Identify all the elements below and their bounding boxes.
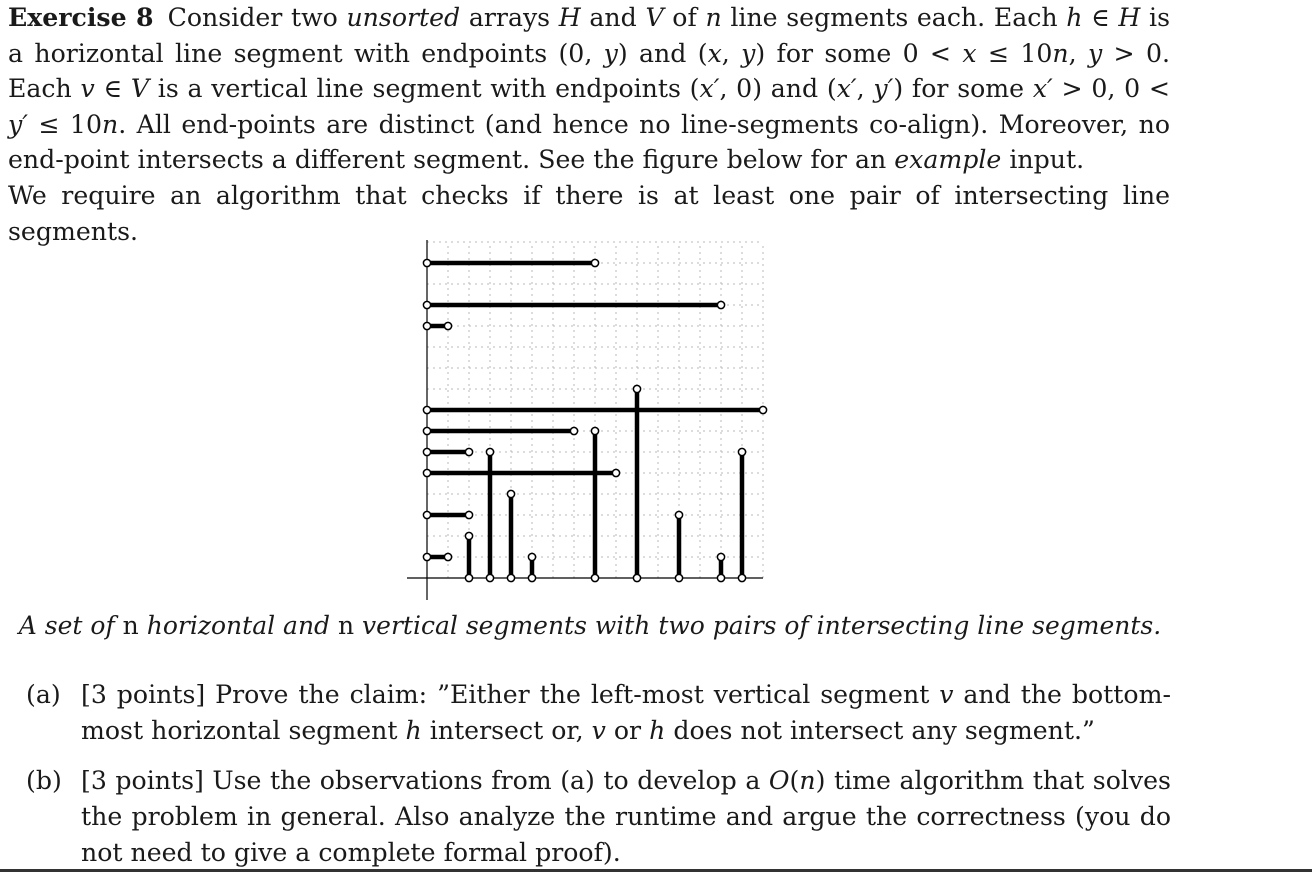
segment-endpoint bbox=[423, 259, 430, 266]
segment-endpoint bbox=[444, 553, 451, 560]
math-symbol: n bbox=[122, 611, 139, 640]
segment-endpoint bbox=[738, 448, 745, 455]
math-symbol: h bbox=[405, 716, 422, 745]
segment-endpoint bbox=[675, 574, 682, 581]
segment-endpoint bbox=[423, 469, 430, 476]
segment-endpoint bbox=[528, 574, 535, 581]
segment-endpoint bbox=[507, 574, 514, 581]
segment-endpoint bbox=[423, 553, 430, 560]
math-symbol: O bbox=[768, 766, 790, 795]
math-symbol: H bbox=[1118, 3, 1141, 32]
segment-endpoint bbox=[633, 574, 640, 581]
part-a-label: (a) bbox=[26, 680, 61, 709]
part-b-text: Use the observations from (a) to develop a O(n) time algorithm that solves the problem in general. Also analyze the runtime and argue the correctness (you do not need to give a complete formal proof). bbox=[81, 766, 1171, 867]
segment-endpoint bbox=[633, 385, 640, 392]
math-symbol: n bbox=[799, 766, 816, 795]
math-symbol: h bbox=[649, 716, 666, 745]
segment-endpoint bbox=[423, 448, 430, 455]
math-symbol: n bbox=[101, 109, 119, 139]
part-a bbox=[26, 677, 1171, 749]
segment-endpoint bbox=[612, 469, 619, 476]
math-symbol: x bbox=[707, 38, 722, 68]
math-symbol: x bbox=[962, 38, 977, 68]
math-symbol: V bbox=[645, 3, 664, 32]
segment-endpoint bbox=[444, 322, 451, 329]
math-symbol: unsorted bbox=[346, 3, 461, 32]
math-symbol: y′ bbox=[873, 74, 894, 104]
segment-endpoint bbox=[591, 259, 598, 266]
segment-endpoint bbox=[486, 574, 493, 581]
figure-caption: A set of n horizontal and n vertical segments with two pairs of intersecting line segments. bbox=[18, 611, 1162, 640]
part-a-points: [3 points] bbox=[81, 680, 206, 709]
segment-endpoint bbox=[423, 406, 430, 413]
problem-statement: Consider two unsorted arrays H and V of n line segments each. Each h ∈ H is a horizontal line segment with endpoints (0, y) and (x, y) for some 0 < x ≤ 10n, y > 0. Each v ∈ V is a vertical line segment with endpoints (x′, 0) and (x′, y′) for some x′ > 0, 0 < y′ ≤ 10n. All end-points are distinct (and hence no line-segments co-align). Moreover, no end-point intersects a different segment. See the figure below for an example input. bbox=[8, 3, 1171, 175]
math-symbol: y′ bbox=[8, 109, 28, 139]
segment-endpoint bbox=[423, 427, 430, 434]
segment-endpoint bbox=[738, 574, 745, 581]
math-symbol: n bbox=[338, 611, 355, 640]
math-symbol: y bbox=[1087, 38, 1103, 68]
math-symbol: x′ bbox=[699, 74, 720, 104]
math-symbol: x′ bbox=[1032, 74, 1053, 104]
part-b-label: (b) bbox=[26, 766, 62, 795]
segment-endpoint bbox=[759, 406, 766, 413]
segment-endpoint bbox=[486, 448, 493, 455]
segment-endpoint bbox=[465, 448, 472, 455]
math-symbol: v bbox=[80, 74, 95, 104]
segment-endpoint bbox=[423, 301, 430, 308]
segment-endpoint bbox=[717, 574, 724, 581]
exercise-title: Exercise 8 bbox=[8, 2, 154, 32]
requirement-text: We require an algorithm that checks if there is at least one pair of intersecting line segments. bbox=[8, 180, 1170, 246]
part-a-text: Prove the claim: ”Either the left-most vertical segment v and the bottom-most horizontal segment h intersect or, v or h does not intersect any segment.” bbox=[81, 680, 1171, 745]
math-symbol: h bbox=[1066, 3, 1083, 32]
segment-endpoint bbox=[465, 574, 472, 581]
segment-endpoint bbox=[717, 553, 724, 560]
math-symbol: H bbox=[558, 3, 581, 32]
segments-figure bbox=[400, 236, 770, 602]
segment-endpoint bbox=[528, 553, 535, 560]
segment-endpoint bbox=[570, 427, 577, 434]
math-symbol: v bbox=[939, 680, 954, 709]
part-b bbox=[26, 763, 1171, 871]
segment-endpoint bbox=[591, 427, 598, 434]
segment-endpoint bbox=[423, 322, 430, 329]
math-symbol: example bbox=[894, 145, 1002, 175]
math-symbol: n bbox=[1052, 38, 1069, 68]
math-symbol: v bbox=[591, 716, 606, 745]
axes bbox=[407, 240, 763, 600]
math-symbol: x′ bbox=[836, 74, 857, 104]
math-symbol: V bbox=[130, 74, 150, 104]
part-b-points: [3 points] bbox=[81, 766, 204, 795]
math-symbol: y bbox=[741, 38, 756, 68]
segment-endpoint bbox=[675, 511, 682, 518]
segment-endpoint bbox=[717, 301, 724, 308]
segment-endpoint bbox=[465, 511, 472, 518]
segment-endpoint bbox=[507, 490, 514, 497]
segment-endpoint bbox=[465, 532, 472, 539]
segment-endpoint bbox=[423, 511, 430, 518]
segment-endpoint bbox=[591, 574, 598, 581]
math-symbol: n bbox=[705, 3, 722, 32]
math-symbol: y bbox=[603, 38, 618, 68]
exercise-intro bbox=[8, 0, 1170, 249]
